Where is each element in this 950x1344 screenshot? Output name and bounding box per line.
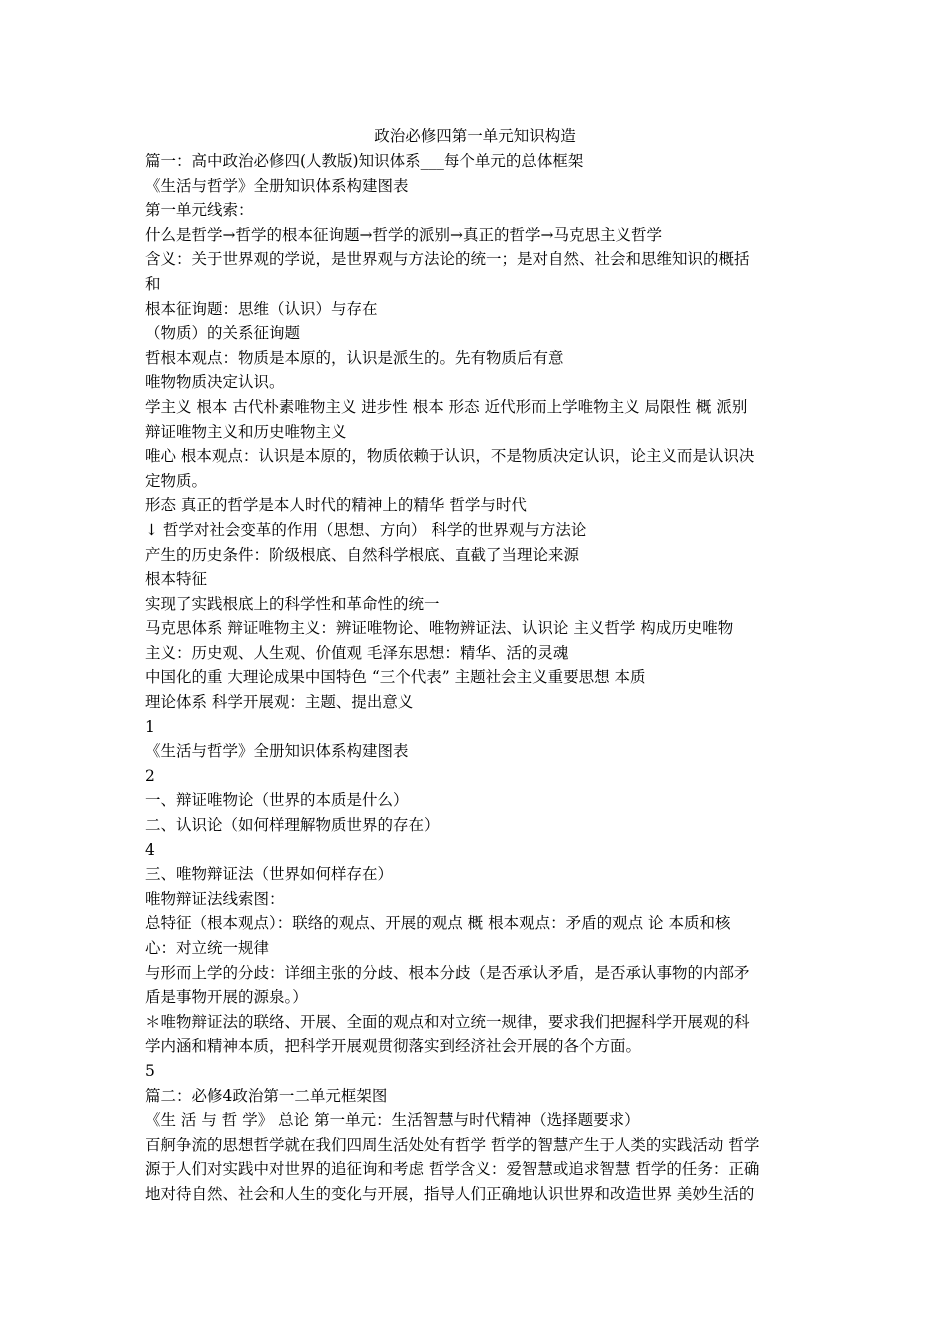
text-line: 定物质。 [145,471,208,490]
text-line: 1 [145,717,155,736]
text-line: 三、唯物辩证法（世界如何样存在） [145,865,394,884]
text-line: 马克思体系 辩证唯物主义：辨证唯物论、唯物辨证法、认识论 主义哲学 构成历史唯物 [145,619,734,638]
text-line: ＊唯物辩证法的联络、开展、全面的观点和对立统一规律，要求我们把握科学开展观的科 [145,1012,750,1031]
text-line: 《生活与哲学》全册知识体系构建图表 [145,742,409,761]
text-line: 源于人们对实践中对世界的追征询和考虑 哲学含义：爱智慧或追求智慧 哲学的任务：正确 [145,1160,760,1179]
text-line: 《生活与哲学》全册知识体系构建图表 [145,176,409,195]
text-line: 学主义 根本 古代朴素唯物主义 进步性 根本 形态 近代形而上学唯物主义 局限性 概 派别 [145,397,748,416]
text-line: 总特征（根本观点）：联络的观点、开展的观点 概 根本观点：矛盾的观点 论 本质和核 [145,914,731,933]
text-line: ↓ 哲学对社会变革的作用（思想、方向） 科学的世界观与方法论 [145,520,587,539]
text-line: 含义：关于世界观的学说，是世界观与方法论的统一；是对自然、社会和思维知识的概括 [145,250,750,269]
text-line: 辩证唯物主义和历史唯物主义 [145,422,347,441]
text-line: 二、认识论（如何样理解物质世界的存在） [145,816,440,835]
text-line: 地对待自然、社会和人生的变化与开展，指导人们正确地认识世界和改造世界 美妙生活的 [145,1184,755,1203]
text-line: 唯物辩证法线索图： [145,889,285,908]
text-line: 百舸争流的思想哲学就在我们四周生活处处有哲学 哲学的智慧产生于人类的实践活动 哲学 [145,1135,760,1154]
text-line: 篇一：高中政治必修四(人教版)知识体系___每个单元的总体框架 [145,152,584,170]
text-line: 根本征询题：思维（认识）与存在 [145,299,378,318]
text-line: 唯物物质决定认识。 [145,373,285,392]
text-line: 理论体系 科学开展观：主题、提出意义 [145,693,414,712]
text-line: 唯心 根本观点：认识是本原的，物质依赖于认识，不是物质决定认识，论主义而是认识决 [145,447,755,466]
text-line: 与形而上学的分歧：详细主张的分歧、根本分歧（是否承认矛盾，是否承认事物的内部矛 [145,963,750,982]
text-line: 第一单元线索： [145,201,254,220]
text-line: 产生的历史条件：阶级根底、自然科学根底、直截了当理论来源 [145,545,580,564]
text-line: 和 [145,274,161,293]
text-line: 主义：历史观、人生观、价值观 毛泽东思想：精华、活的灵魂 [145,643,569,662]
text-line: 4 [145,840,155,859]
text-line: 哲根本观点：物质是本原的，认识是派生的。先有物质后有意 [145,348,564,367]
text-line: 中国化的重 大理论成果中国特色 “三个代表” 主题社会主义重要思想 本质 [145,668,646,687]
text-line: 根本特征 [145,570,208,589]
text-line: 5 [145,1061,155,1080]
document-title: 政治必修四第一单元知识构造 [374,127,576,145]
text-line: 形态 真正的哲学是本人时代的精神上的精华 哲学与时代 [145,496,527,515]
text-line: （物质）的关系征询题 [145,324,301,343]
text-line: 心：对立统一规律 [145,939,270,957]
text-line: 《生 活 与 哲 学》 总论 第一单元：生活智慧与时代精神（选择题要求） [145,1111,640,1130]
text-line: 2 [145,766,155,785]
text-line: 一、辩证唯物论（世界的本质是什么） [145,791,409,810]
document-body [145,149,810,1207]
text-line: 什么是哲学→哲学的根本征询题→哲学的派别→真正的哲学→马克思主义哲学 [145,225,662,244]
text-line: 盾是事物开展的源泉。） [145,988,308,1007]
text-line: 学内涵和精神本质，把科学开展观贯彻落实到经济社会开展的各个方面。 [145,1037,642,1056]
text-line: 实现了实践根底上的科学性和革命性的统一 [145,594,440,613]
text-line: 篇二：必修4政治第一二单元框架图 [145,1086,388,1105]
